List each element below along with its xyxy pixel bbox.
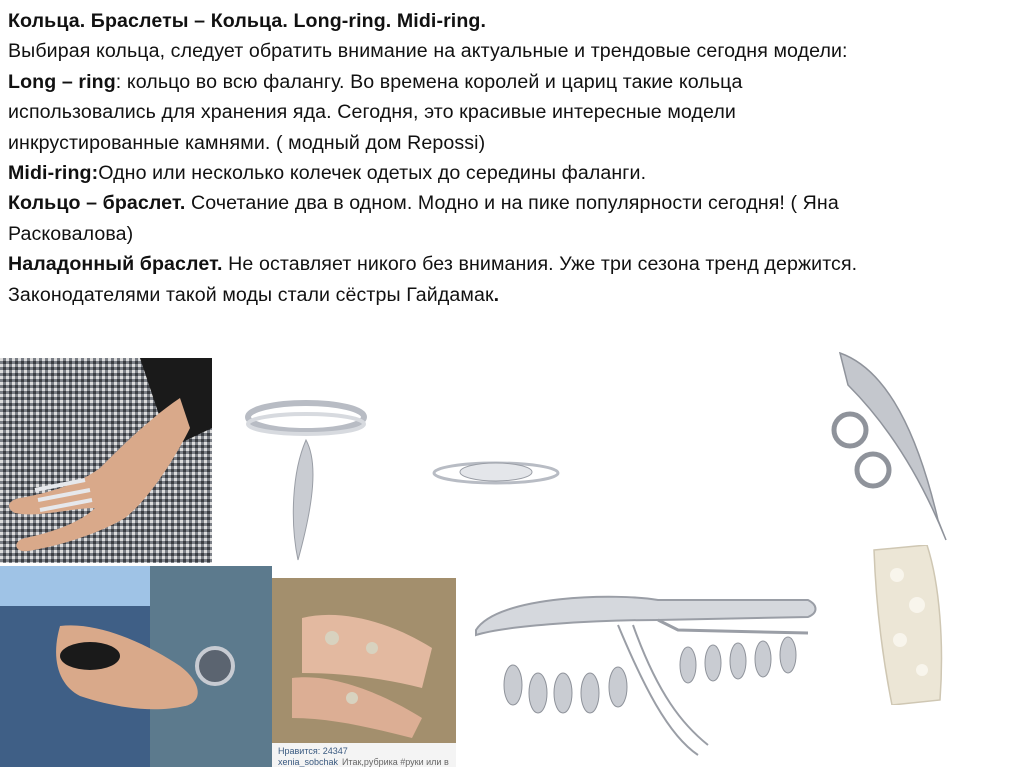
photo-hand-bracelet [468,575,820,767]
text-line-4 [8,97,1018,127]
text-run: Сочетание два в одном. Модно и на пике популярности сегодня! ( Яна [185,192,839,215]
text-run: Одно или несколько колечек одетых до середины фаланги. [98,162,647,185]
photo-hand-on-denim [0,566,272,767]
text-run: Midi-ring: [8,162,99,185]
text-line-6 [8,158,1018,188]
photo-lace-long-ring [862,545,954,705]
text-run: Long – ring [8,70,116,93]
photo-caption-user: xenia_sobchak [278,757,339,767]
photo-caption-likes: Нравится: 24347 [278,746,348,756]
text-line-7 [8,188,1018,218]
text-run: . [493,283,500,306]
text-line-3 [8,67,1018,97]
text-line-2 [8,36,1018,66]
text-line-1 [8,6,1018,36]
text-run: Расковалова) [8,222,134,245]
photo-caption-comment: Итак,рубрика #руки или в [342,757,449,767]
text-run: : кольцо во всю фалангу. Во времена королей и цариц такие кольца [115,70,743,93]
photo-midi-ring [430,455,562,493]
slide-text [8,6,1018,310]
text-line-8 [8,219,1018,249]
text-run: Законодателями такой моды стали сёстры Гайдамак [8,283,494,306]
text-run: Кольцо – браслет. [8,192,186,215]
photo-feather-long-ring [828,345,958,545]
text-run: Кольца. Браслеты – Кольца. Long-ring. Midi-ring. [8,10,487,32]
text-run: Выбирая кольца, следует обратить внимание на актуальные и трендовые сегодня модели: [8,40,848,63]
photo-instagram-hands [272,578,456,767]
text-run: использовались для хранения яда. Сегодня, это красивые интересные модели [8,101,736,124]
text-line-9 [8,249,1018,279]
text-line-10 [8,280,1018,310]
photo-hand-long-ring [0,358,212,563]
text-run: инкрустированные камнями. ( модный дом Repossi) [8,131,486,154]
text-line-5 [8,128,1018,158]
text-run: Наладонный браслет. [8,253,223,276]
text-run: Не оставляет никого без внимания. Уже три сезона тренд держится. [222,253,858,276]
photo-ring-feather-pendant [240,392,380,567]
